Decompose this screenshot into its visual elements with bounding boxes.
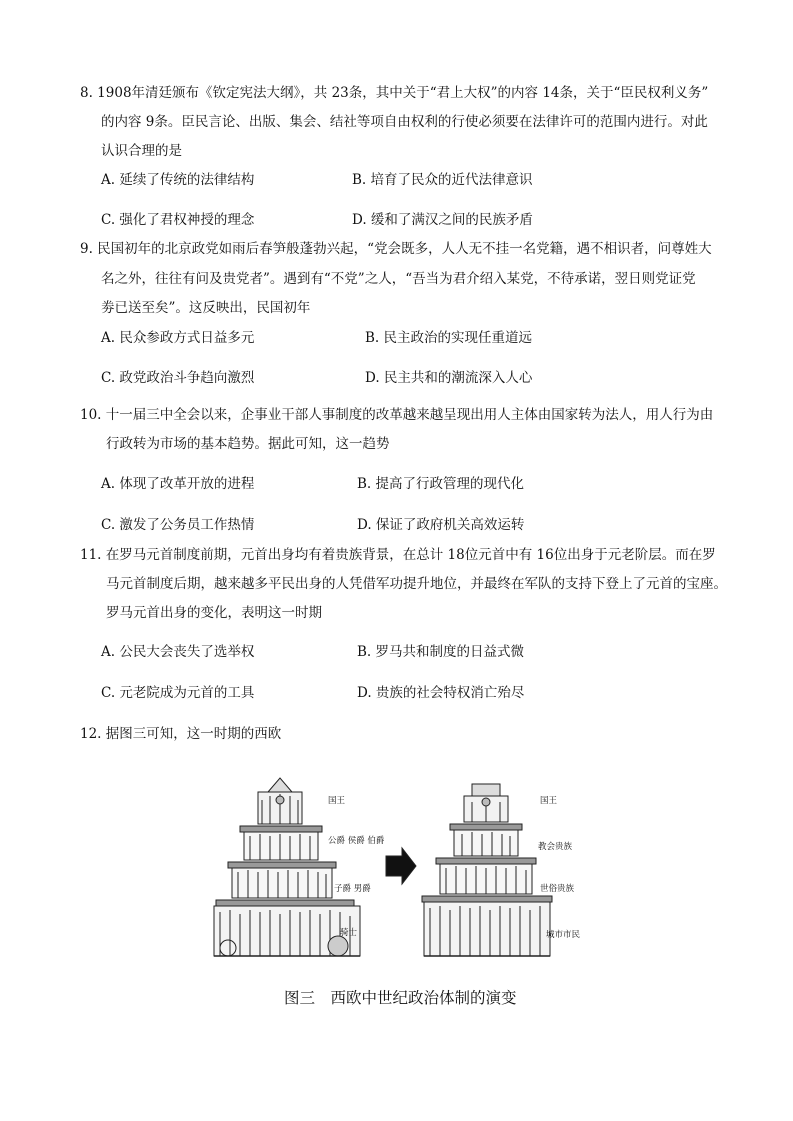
left-label-king: 国王: [328, 796, 346, 806]
q9-option-d: D. 民主共和的潮流深入人心: [365, 370, 533, 386]
q8-stem-line1: 8. 1908年清廷颁布《钦定宪法大纲》，共 23条，其中关于“君上大权”的内容 14条，关于“臣民权利义务”: [80, 85, 709, 101]
q10-option-c: C. 激发了公务员工作热情: [101, 517, 255, 533]
q11-stem-line1: 11. 在罗马元首制度前期，元首出身均有着贵族背景，在总计 18位元首中有 16位出身于元老阶层。而在罗: [80, 547, 716, 563]
q9-stem-line1: 9. 民国初年的北京政党如雨后春笋般蓬勃兴起，“党会既多，人人无不挂一名党籍，遇不相识者，问尊姓大: [80, 241, 712, 257]
figure-caption: 图三 西欧中世纪政治体制的演变: [284, 989, 517, 1007]
q11-option-b: B. 罗马共和制度的日益式微: [357, 644, 525, 660]
q8-stem-line3: 认识合理的是: [101, 143, 182, 159]
q11-option-d: D. 贵族的社会特权消亡殆尽: [357, 685, 525, 701]
q8-option-b: B. 培育了民众的近代法律意识: [352, 172, 533, 188]
q10-stem-line1: 10. 十一届三中全会以来，企事业干部人事制度的改革越来越呈现出用人主体由国家转为法人，用人行为由: [80, 407, 714, 423]
q10-stem-line2: 行政转为市场的基本趋势。据此可知，这一趋势: [106, 436, 390, 452]
q9-option-b: B. 民主政治的实现任重道远: [365, 330, 533, 346]
right-pyramid: [422, 784, 552, 956]
q8-option-c: C. 强化了君权神授的理念: [101, 212, 255, 228]
q9-option-c: C. 政党政治斗争趋向激烈: [101, 370, 255, 386]
right-label-church-nobles: 教会贵族: [538, 842, 573, 852]
q11-stem-line3: 罗马元首出身的变化，表明这一时期: [106, 605, 322, 621]
q12-stem-line1: 12. 据图三可知，这一时期的西欧: [80, 726, 282, 742]
q8-option-d: D. 缓和了满汉之间的民族矛盾: [352, 212, 533, 228]
q11-option-c: C. 元老院成为元首的工具: [101, 685, 255, 701]
right-label-secular-nobles: 世俗贵族: [540, 884, 575, 894]
q8-stem-line2: 的内容 9条。臣民言论、出版、集会、结社等项自由权利的行使必须要在法律许可的范围内进行。对此: [101, 114, 708, 130]
q11-stem-line2: 马元首制度后期，越来越多平民出身的人凭借军功提升地位，并最终在军队的支持下登上了元首的宝座。: [106, 576, 727, 592]
figure-pyramids: [210, 770, 590, 970]
q10-option-a: A. 体现了改革开放的进程: [101, 476, 255, 492]
pyramid-illustration: [210, 770, 590, 970]
right-label-burghers: 城市市民: [546, 930, 581, 940]
q9-stem-line2: 名之外，往往有问及贵党者”。遇到有“不党”之人，“吾当为君介绍入某党，不待承诺，翌日则党证党: [101, 271, 696, 287]
q8-option-a: A. 延续了传统的法律结构: [101, 172, 255, 188]
right-label-king: 国王: [540, 796, 558, 806]
q9-stem-line3: 劵已送至矣”。这反映出，民国初年: [101, 300, 311, 316]
q9-option-a: A. 民众参政方式日益多元: [101, 330, 255, 346]
left-label-viscounts: 子爵 男爵: [334, 884, 371, 894]
q11-option-a: A. 公民大会丧失了选举权: [101, 644, 255, 660]
left-label-knights: 骑士: [340, 928, 358, 938]
arrow-icon: [386, 848, 416, 884]
q10-option-d: D. 保证了政府机关高效运转: [357, 517, 525, 533]
q10-option-b: B. 提高了行政管理的现代化: [357, 476, 525, 492]
left-label-dukes: 公爵 侯爵 伯爵: [328, 836, 385, 846]
